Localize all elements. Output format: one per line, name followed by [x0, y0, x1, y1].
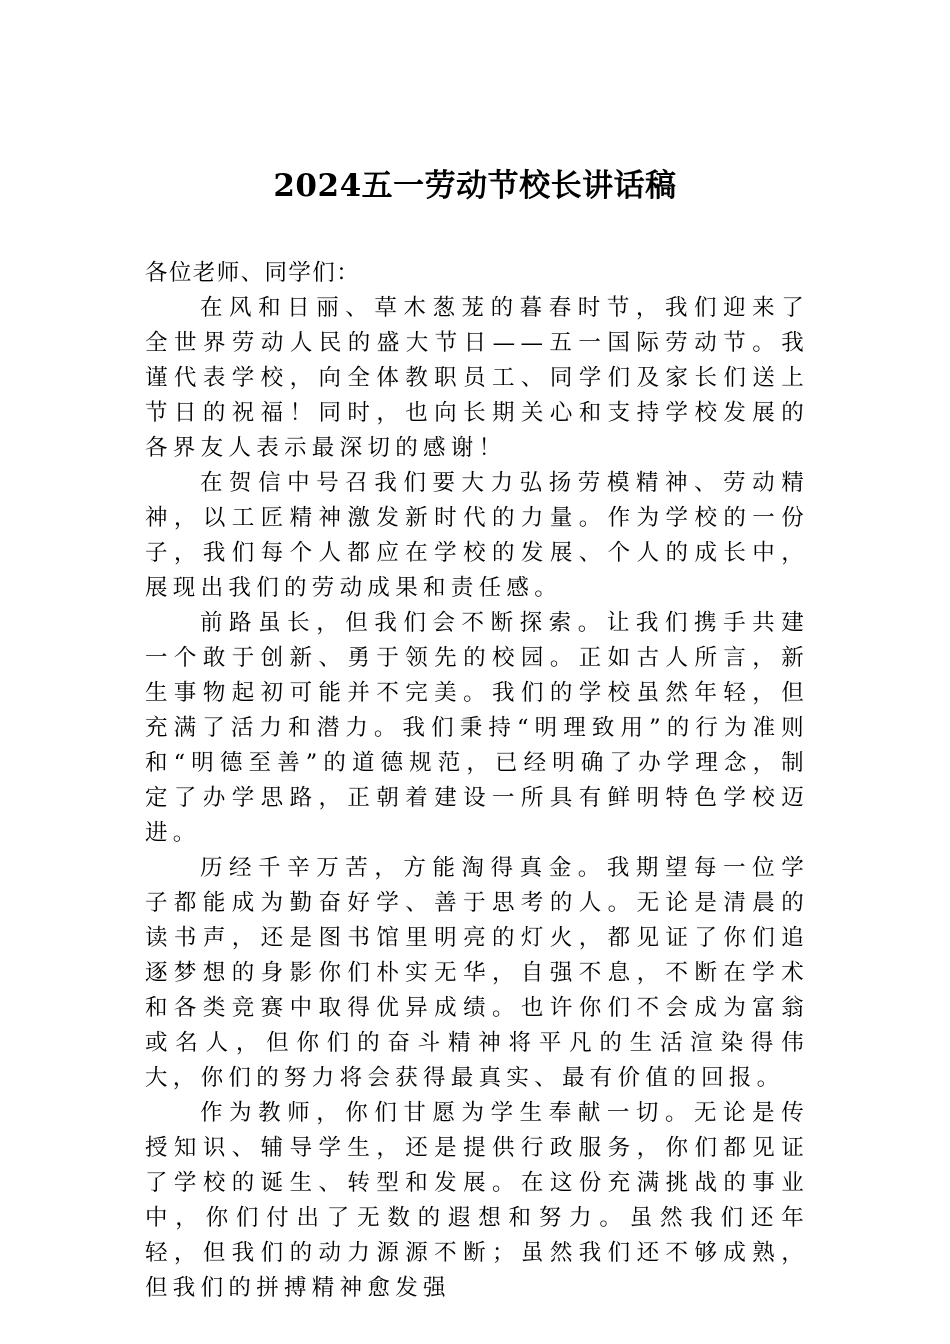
- salutation: 各位老师、同学们：: [145, 260, 361, 286]
- paragraph-2: 在贺信中号召我们要大力弘扬劳模精神、劳动精神，以工匠精神激发新时代的力量。作为学校的一份子，我们每个人都应在学校的发展、个人的成长中，展现出我们的劳动成果和责任感。: [145, 470, 809, 601]
- paragraph-1: 在风和日丽、草木葱茏的暮春时节，我们迎来了全世界劳动人民的盛大节日——五一国际劳动节。我谨代表学校，向全体教职员工、同学们及家长们送上节日的祝福！同时，也向长期关心和支持学校发展的各界友人表示最深切的感谢！: [145, 295, 809, 461]
- paragraph-3: 前路虽长，但我们会不断探索。让我们携手共建一个敢于创新、勇于领先的校园。正如古人所言，新生事物起初可能并不完美。我们的学校虽然年轻，但充满了活力和潜力。我们秉持“明理致用”的行为准则和“明德至善”的道德规范，已经明确了办学理念，制定了办学思路，正朝着建设一所具有鲜明特色学校迈进。: [145, 610, 809, 846]
- paragraph-4: 历经千辛万苦，方能淘得真金。我期望每一位学子都能成为勤奋好学、善于思考的人。无论是清晨的读书声，还是图书馆里明亮的灯火，都见证了你们追逐梦想的身影你们朴实无华，自强不息，不断在学术和各类竞赛中取得优异成绩。也许你们不会成为富翁或名人，但你们的奋斗精神将平凡的生活渲染得伟大，你们的努力将会获得最真实、最有价值的回报。: [145, 855, 809, 1091]
- document-title: 2024五一劳动节校长讲话稿: [273, 168, 677, 204]
- document-body: [145, 256, 809, 1306]
- paragraph-5: 作为教师，你们甘愿为学生奉献一切。无论是传授知识、辅导学生，还是提供行政服务，你们都见证了学校的诞生、转型和发展。在这份充满挑战的事业中，你们付出了无数的遐想和努力。虽然我们还年轻，但我们的动力源源不断；虽然我们还不够成熟，但我们的拼搏精神愈发强: [145, 1100, 809, 1301]
